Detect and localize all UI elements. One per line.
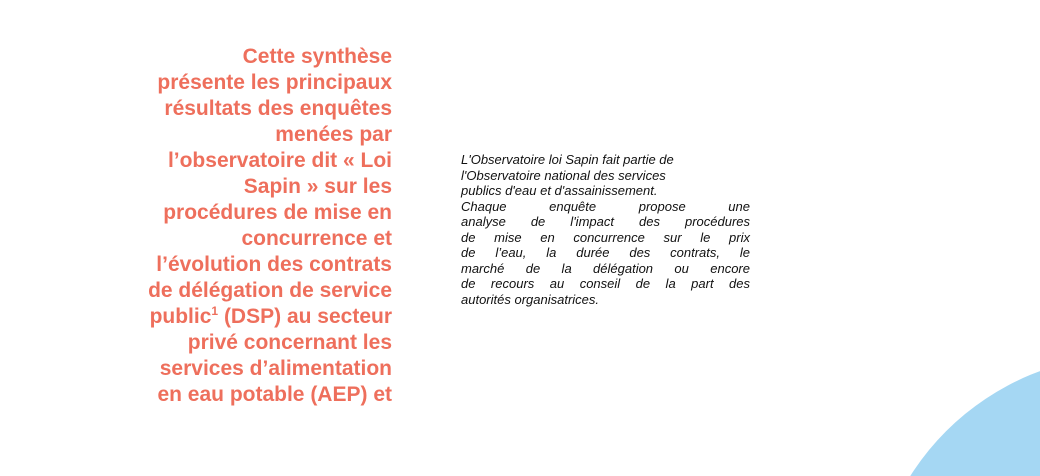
note-line: L'Observatoire loi Sapin fait partie de [461,152,674,167]
synthese-line: présente les principaux [157,71,392,94]
synthese-line: services d’alimentation [159,357,392,380]
synthese-text: (DSP) au secteur [218,305,392,328]
synthese-line: menées par [275,123,392,146]
note-line: publics d'eau et d'assainissement. [461,183,658,198]
synthese-text: public [149,305,212,328]
synthese-intro [60,44,392,408]
note-line: de l’eau, la durée des contrats, le [461,245,750,260]
note-line: de recours au conseil de la part des [461,276,750,291]
synthese-line: privé concernant les [187,331,392,354]
note-line: autorités organisatrices. [461,291,600,307]
note-line: de mise en concurrence sur le prix [461,229,750,245]
decorative-blue-shape [870,355,1040,476]
synthese-line [60,304,392,330]
observatoire-note [461,152,750,307]
synthese-line: concurrence et [241,227,392,250]
note-line: marché de la délégation ou encore [461,260,750,276]
synthese-line: procédures de mise en [163,201,392,224]
note-line: l'Observatoire national des services [461,167,666,183]
footnote-marker[interactable]: 1 [211,304,219,318]
note-line: Chaque enquête propose une [461,198,750,214]
note-line: analyse de l'impact des procédures [461,214,750,229]
synthese-line: l’observatoire dit « Loi [167,149,392,172]
synthese-line: de délégation de service [148,279,392,302]
synthese-line: l’évolution des contrats [156,253,392,276]
synthese-line: Cette synthèse [242,45,392,68]
synthese-line: Sapin » sur les [243,175,392,198]
synthese-line: en eau potable (AEP) et [157,383,392,406]
synthese-line: résultats des enquêtes [164,97,392,120]
